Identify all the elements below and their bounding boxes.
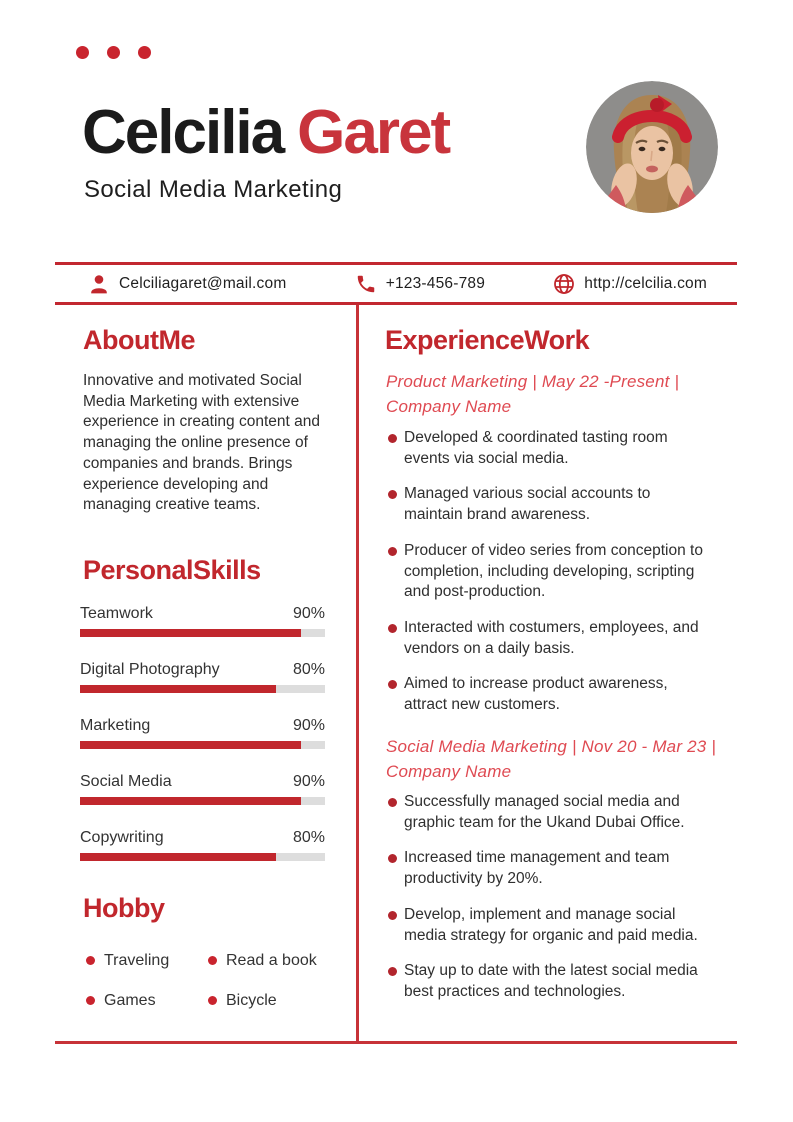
skill-value: 90%: [292, 717, 325, 734]
phone-icon: [355, 273, 377, 295]
contact-email: [88, 273, 286, 295]
bullet-dot-icon: [388, 624, 397, 633]
hobby-label: Games: [104, 992, 156, 1009]
skill-bar-fill: [80, 853, 276, 861]
skill-row: [80, 716, 325, 749]
skill-bar-track: [80, 741, 325, 749]
last-name: Garet: [297, 98, 450, 167]
bullet-dot-icon: [208, 956, 217, 965]
hobby-item: [208, 951, 317, 970]
bullet-dot-icon: [388, 490, 397, 499]
bullet-dot-icon: [388, 547, 397, 556]
job-bullet: Developed & coordinated tasting room events via social media.: [388, 428, 706, 469]
job-bullet: Managed various social accounts to maintain brand awareness.: [388, 484, 706, 525]
person-name: [82, 98, 450, 167]
hobby-label: Traveling: [104, 952, 170, 969]
skill-label: Social Media: [80, 773, 172, 790]
hobby-list: [86, 951, 317, 1010]
skill-row: [80, 828, 325, 861]
contact-bar: [55, 262, 737, 305]
decoration-dots: [76, 46, 151, 59]
job-bullet: Interacted with costumers, employees, and vendors on a daily basis.: [388, 618, 706, 659]
skill-bar-track: [80, 629, 325, 637]
hobby-title: Hobby: [83, 893, 165, 923]
bullet-dot-icon: [388, 854, 397, 863]
skill-bar-track: [80, 797, 325, 805]
skill-bar-fill: [80, 629, 301, 637]
job-bullet-list: [388, 428, 706, 731]
hobby-label: Read a book: [226, 952, 317, 969]
skill-value: 90%: [292, 605, 325, 622]
skill-row: [80, 772, 325, 805]
skill-bar-fill: [80, 685, 276, 693]
about-text: Innovative and motivated Social Media Marketing with extensive experience in creating content and managing the online presence of companies and brands. Brings experience developing and managing creative teams.: [83, 372, 320, 514]
skill-value: 80%: [292, 661, 325, 678]
bullet-dot-icon: [388, 798, 397, 807]
job-bullet: Stay up to date with the latest social media best practices and technologies.: [388, 961, 706, 1002]
bottom-rule: [55, 1041, 737, 1044]
phone-text: +123-456-789: [385, 274, 486, 292]
bullet-dot-icon: [388, 967, 397, 976]
skill-label: Teamwork: [80, 605, 153, 622]
column-divider: [356, 305, 359, 1042]
job-bullet: Producer of video series from conception to completion, including developing, scripting and post-production.: [388, 541, 706, 603]
job-heading: Product Marketing | May 22 -Present | Company Name: [386, 372, 680, 416]
skill-bar-track: [80, 685, 325, 693]
experience-title: Experience Work: [385, 325, 590, 355]
skill-bar-track: [80, 853, 325, 861]
skill-row: [80, 660, 325, 693]
dot-icon: [76, 46, 89, 59]
skill-value: 90%: [292, 773, 325, 790]
about-title: About Me: [83, 325, 195, 355]
first-name: Celcilia: [82, 98, 284, 167]
job-title: Social Media Marketing: [84, 176, 343, 203]
job-bullet-list: [388, 792, 706, 1018]
job-bullet: Successfully managed social media and graphic team for the Ukand Dubai Office.: [388, 792, 706, 833]
skill-row: [80, 604, 325, 637]
skill-label: Marketing: [80, 717, 151, 734]
skill-value: 80%: [292, 829, 325, 846]
bullet-dot-icon: [388, 434, 397, 443]
skill-bar-fill: [80, 741, 301, 749]
bullet-dot-icon: [86, 996, 95, 1005]
contact-phone: [355, 273, 485, 295]
hobby-item: [86, 991, 208, 1010]
avatar: [586, 81, 718, 213]
hobby-item: [208, 991, 317, 1010]
skill-bar-fill: [80, 797, 301, 805]
globe-icon: [553, 273, 575, 295]
job-bullet: Aimed to increase product awareness, attract new customers.: [388, 674, 706, 715]
person-icon: [88, 273, 110, 295]
dot-icon: [138, 46, 151, 59]
portrait-illustration: [586, 81, 718, 213]
email-text: Celciliagaret@mail.com: [119, 274, 287, 292]
hobby-item: [86, 951, 208, 970]
contact-website: [553, 273, 707, 295]
job-bullet: Increased time management and team productivity by 20%.: [388, 848, 706, 889]
bullet-dot-icon: [86, 956, 95, 965]
bullet-dot-icon: [388, 911, 397, 920]
job-bullet: Develop, implement and manage social media strategy for organic and paid media.: [388, 905, 706, 946]
bullet-dot-icon: [388, 680, 397, 689]
website-text: http://celcilia.com: [584, 274, 707, 292]
job-heading: Social Media Marketing | Nov 20 - Mar 23 | Company Name: [386, 737, 716, 781]
skill-label: Digital Photography: [80, 661, 220, 678]
hobby-label: Bicycle: [226, 992, 277, 1009]
skills-title: Personal Skills: [83, 555, 261, 585]
bullet-dot-icon: [208, 996, 217, 1005]
dot-icon: [107, 46, 120, 59]
skill-label: Copywriting: [80, 829, 164, 846]
skills-list: [80, 604, 325, 884]
